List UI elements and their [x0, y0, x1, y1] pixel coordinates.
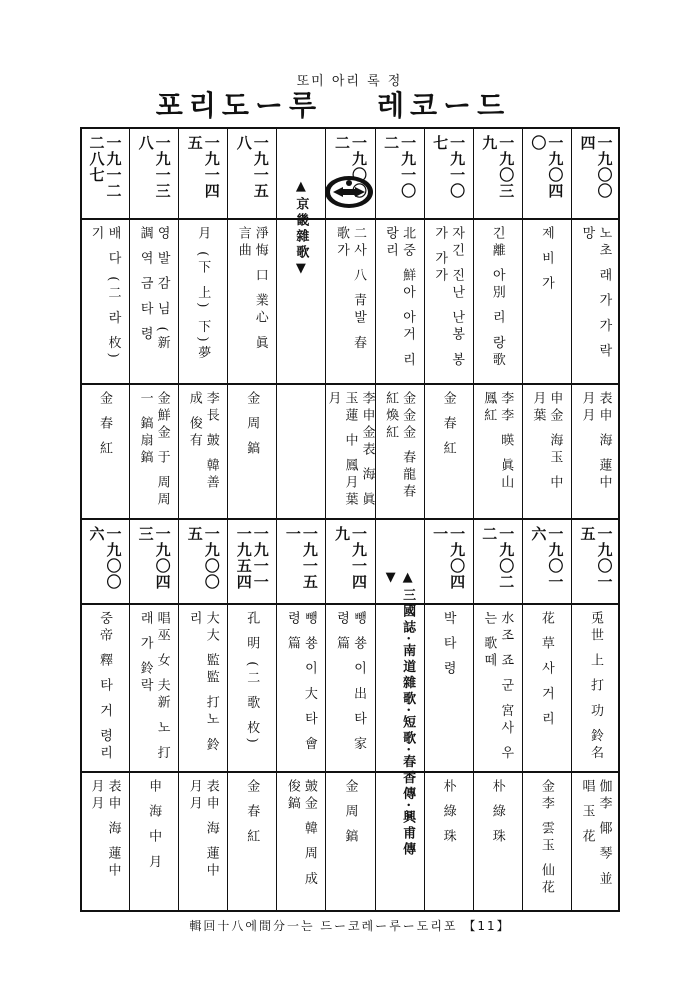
- record-number-cell: [178, 526, 227, 599]
- record-title: 뺑 쑝 이 出 타 家 령 篇: [333, 611, 366, 754]
- record-title: 水조 죠 군 宮사 우 는 歌떼: [481, 611, 514, 763]
- record-title: 긴離 아別 리 랑歌: [489, 226, 505, 370]
- record-artist-cell: [571, 391, 620, 512]
- record-title-cell: [178, 226, 227, 377]
- record-title: 北중 鮮아 아거 리 랑리: [383, 226, 416, 370]
- record-title: 제 비 가: [538, 226, 554, 294]
- record-title-cell: [473, 226, 522, 377]
- record-number: 一九一四五: [185, 135, 221, 199]
- record-artist: 金鮮金 于 周周 一 鎬扇鎬: [137, 391, 170, 510]
- record-artist-cell: [129, 391, 178, 512]
- record-artist: 金 周 鎬: [342, 779, 358, 847]
- record-number-cell: [522, 135, 571, 214]
- record-title: 孔 明 (二 歌 枚): [244, 611, 260, 747]
- record-number: 一九〇三九: [480, 135, 516, 199]
- record-artist-cell: [276, 779, 325, 904]
- record-artist-cell: [522, 779, 571, 904]
- record-number: 一九〇四三: [136, 526, 172, 590]
- record-number: 一九〇二二: [480, 526, 516, 590]
- record-number-cell: [522, 526, 571, 599]
- record-title: 花 草 사 거 리: [538, 611, 554, 729]
- record-number: 一九一四九: [332, 526, 368, 590]
- record-artist-cell: [227, 779, 276, 904]
- record-number: 一九一二二八七: [87, 135, 123, 199]
- footer: 輯回十八에間分一는 드ー코레ー루ー도리포 【11】: [189, 919, 511, 933]
- record-title: 大大 監監 打노 鈴리: [186, 611, 219, 755]
- record-title-cell: [227, 226, 276, 377]
- record-title: 중帝 釋 타 거 령리: [97, 611, 113, 763]
- table-divider: [80, 771, 620, 773]
- record-artist-cell: [325, 391, 374, 512]
- record-number: 一九〇〇二: [332, 135, 368, 199]
- record-number: 一九〇四〇: [529, 135, 565, 199]
- record-artist: 李李 暎 眞山 鳳紅: [481, 391, 514, 493]
- table-divider: [80, 518, 620, 520]
- record-artist-cell: [325, 779, 374, 904]
- record-artist: 金 周 鎬: [244, 391, 260, 459]
- record-artist-cell: [178, 779, 227, 904]
- record-title: 영 발 감 님 (新 調 역 금 타 령: [137, 226, 170, 353]
- record-artist-cell: [80, 391, 129, 512]
- record-artist: 李長 皷 韓善 成 俊有: [186, 391, 219, 493]
- record-artist: 表申 海 蓮中 月月: [186, 779, 219, 881]
- record-artist: 皷金 韓 周 成 俊鎬: [284, 779, 317, 889]
- title-left: 포리도ー루: [155, 89, 322, 122]
- record-number-cell: [227, 526, 276, 599]
- record-title-cell: [80, 611, 129, 765]
- record-title-cell: [571, 226, 620, 377]
- table-divider: [80, 603, 620, 605]
- category-banner: ▲京畿雜歌▼: [293, 179, 309, 279]
- record-artist: 表申 海 蓮中 月月: [579, 391, 612, 493]
- record-title: 박 타 령: [440, 611, 456, 679]
- category-banner-cell: [276, 179, 325, 468]
- record-number: 一九〇一五: [578, 526, 614, 590]
- record-artist-cell: [473, 779, 522, 904]
- record-title-cell: [227, 611, 276, 765]
- supertitle: 또미 아리 록 정: [296, 74, 403, 89]
- record-number-cell: [227, 135, 276, 214]
- record-artist: 申 海 中 月: [146, 779, 162, 872]
- record-artist-cell: [571, 779, 620, 904]
- record-title-cell: [276, 611, 325, 765]
- record-title: 자긴 진난 난봉 봉가 가가: [432, 226, 465, 370]
- record-artist-cell: [424, 779, 473, 904]
- record-number: 一九一〇二: [382, 135, 418, 199]
- record-artist-cell: [424, 391, 473, 512]
- category-banner: ▲三國誌·南道雜歌·短歌·春香傳·興甫傳▼: [383, 570, 416, 859]
- record-number-cell: [473, 135, 522, 214]
- record-artist-cell: [129, 779, 178, 904]
- record-number: 一九一〇七: [431, 135, 467, 199]
- record-artist: 李申金表 海 眞玉蓮 中 鳳月葉月: [325, 391, 375, 510]
- record-title: 月 (下 上) 下)夢: [195, 226, 211, 363]
- record-artist-cell: [227, 391, 276, 512]
- record-title-cell: [325, 226, 374, 377]
- record-artist-cell: [80, 779, 129, 904]
- record-artist: 朴 綠 珠: [489, 779, 505, 847]
- record-artist: 朴 綠 珠: [440, 779, 456, 847]
- record-artist: 金李 雲玉 仙花: [538, 779, 554, 898]
- record-number-cell: [424, 135, 473, 214]
- record-title-cell: [522, 226, 571, 377]
- record-number-cell: [80, 526, 129, 599]
- record-artist: 金 春 紅: [97, 391, 113, 459]
- title: [0, 88, 699, 124]
- record-artist: 伽李 倻 琴 並 唱 玉 花: [579, 779, 612, 889]
- record-number-cell: [571, 526, 620, 599]
- record-artist: 金 春 紅: [440, 391, 456, 459]
- record-number-cell: [375, 135, 424, 214]
- record-title: 배 다 (二 라 枚) 기: [88, 226, 121, 362]
- record-number-cell: [325, 526, 374, 599]
- record-artist: 金 春 紅: [244, 779, 260, 847]
- record-title: 兎世 上 打 功 鈴名: [587, 611, 603, 763]
- record-number: 一九〇〇五: [185, 526, 221, 590]
- record-number: 一九一五八: [234, 135, 270, 199]
- record-artist-cell: [473, 391, 522, 512]
- record-title: 淨悔 口 業心 眞 言曲: [235, 226, 268, 353]
- record-number: 一九一一一九五四: [234, 526, 270, 590]
- record-artist: 金金金 春龍春 紅煥紅: [383, 391, 416, 502]
- record-title-cell: [129, 611, 178, 765]
- record-title-cell: [80, 226, 129, 377]
- table-divider: [80, 218, 620, 220]
- record-number-cell: [473, 526, 522, 599]
- record-number-cell: [571, 135, 620, 214]
- record-title-cell: [424, 226, 473, 377]
- record-title-cell: [522, 611, 571, 765]
- record-number-cell: [424, 526, 473, 599]
- record-title-cell: [424, 611, 473, 765]
- category-banner-cell: [375, 570, 424, 860]
- record-title-cell: [571, 611, 620, 765]
- title-right: 레코ー드: [377, 89, 511, 122]
- record-artist-cell: [375, 391, 424, 512]
- record-number: 一九〇四一: [431, 526, 467, 590]
- record-number-cell: [325, 135, 374, 214]
- record-number: 一九〇〇六: [87, 526, 123, 590]
- record-number-cell: [129, 135, 178, 214]
- record-artist: 表申 海 蓮中 月月: [88, 779, 121, 881]
- record-title: 唱巫 女 夫新 노 打래 가 鈴락: [137, 611, 170, 763]
- record-artist: 申金 海玉 中 月葉: [530, 391, 563, 493]
- record-number: 一九一三八: [136, 135, 172, 199]
- record-title: 二사 八 青발 春 歌가: [333, 226, 366, 353]
- record-number-cell: [276, 526, 325, 599]
- record-number-cell: [129, 526, 178, 599]
- record-artist-cell: [522, 391, 571, 512]
- record-title-cell: [375, 226, 424, 377]
- record-title-cell: [178, 611, 227, 765]
- record-title-cell: [473, 611, 522, 765]
- record-title: 노초 래 가 가 락망: [579, 226, 612, 361]
- record-number-cell: [178, 135, 227, 214]
- table-divider: [80, 383, 620, 385]
- record-number: 一九〇〇四: [578, 135, 614, 199]
- record-number: 一九〇一六: [529, 526, 565, 590]
- record-title: 뺑 쑝 이 大 타 會 령 篇: [284, 611, 317, 754]
- record-number: 一九一五一: [283, 526, 319, 590]
- record-number-cell: [80, 135, 129, 214]
- record-title-cell: [325, 611, 374, 765]
- record-artist-cell: [178, 391, 227, 512]
- record-title-cell: [129, 226, 178, 377]
